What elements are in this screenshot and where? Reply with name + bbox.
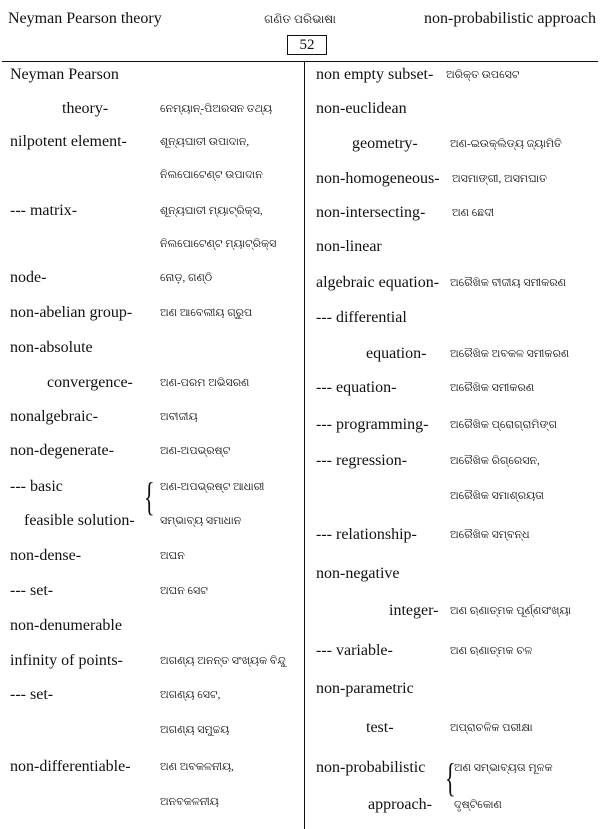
entry-term: nilpotent element- — [10, 133, 127, 150]
entry-translation: ଅଣ-ପରମ ଅଭିସରଣ — [160, 377, 250, 389]
glossary-entry — [0, 406, 300, 428]
entry-term: non-denumerable — [10, 617, 122, 634]
entry-term: --- equation- — [316, 379, 397, 396]
entry-term: --- differential — [316, 309, 407, 326]
glossary-entry — [0, 580, 300, 602]
entry-translation: ଅଣ ଋଣାତ୍ମକ ପୂର୍ଣ୍ଣସଂଖ୍ୟା — [450, 605, 572, 617]
glossary-entry — [304, 64, 600, 86]
entry-term: --- relationship- — [316, 526, 417, 543]
entry-term: node- — [10, 269, 47, 286]
glossary-entry — [304, 563, 600, 585]
glossary-entry — [304, 794, 600, 816]
entry-translation: ଅରୈଖିକ ସମୀକରଣ — [450, 382, 535, 394]
entry-term: theory- — [62, 100, 109, 117]
entry-translation: ଅରୈଖିକ ପ୍ରୋଗ୍ରାମିଙ୍ଗ — [450, 419, 558, 431]
entry-translation: ଶୂନ୍ୟଘାତୀ ଉପାଦାନ, — [160, 136, 250, 148]
entry-translation: ଅପ୍ରାଚଳିକ ପରୀକ୍ଷା — [450, 722, 533, 734]
entry-term: nonalgebraic- — [10, 408, 98, 425]
glossary-entry — [0, 164, 300, 186]
glossary-entry — [0, 267, 300, 289]
entry-translation: ନିଲପୋଟେଣ୍ଟ ମ୍ୟାଟ୍ରିକ୍ସ — [160, 238, 277, 250]
entry-translation: ନେମ୍ୟାନ୍-ପିଅରସନ ତଥ୍ୟ — [160, 103, 273, 115]
entry-term: feasible solution- — [24, 512, 135, 529]
entry-term: non-intersecting- — [316, 204, 426, 221]
entry-translation: ଅରୈଖିକ ସମ୍ବନ୍ଧ — [450, 529, 530, 541]
entry-translation: ଅନବକଳନୀୟ — [160, 796, 219, 808]
entry-term: integer- — [389, 602, 439, 619]
entry-translation: ଅଘନ — [160, 550, 185, 562]
entry-term: --- regression- — [316, 452, 408, 469]
glossary-entry — [0, 615, 300, 637]
entry-term: equation- — [366, 345, 427, 362]
glossary-entry — [0, 337, 300, 359]
entry-term: non-absolute — [10, 339, 93, 356]
glossary-entry — [304, 202, 600, 224]
brace-glyph: { — [144, 474, 155, 519]
entry-term: non-differentiable- — [10, 758, 131, 775]
glossary-entry — [304, 450, 600, 472]
entry-term: non-homogeneous- — [316, 170, 440, 187]
glossary-entry — [304, 168, 600, 190]
entry-term: non empty subset- — [316, 66, 434, 83]
entry-term: non-euclidean — [316, 100, 407, 117]
glossary-entry — [0, 64, 300, 86]
page-number: 52 — [287, 35, 327, 55]
running-head-right: non-probabilistic approach — [424, 10, 596, 27]
entry-term: non-probabilistic — [316, 759, 426, 776]
entry-translation: ଅରୈଖିକ ରିଗ୍ରେସନ, — [450, 455, 540, 467]
glossary-entry — [0, 756, 300, 778]
entry-translation: ଅଣ-ଅପଭ୍ରଷ୍ଟ — [160, 445, 231, 457]
entry-term: --- set- — [10, 582, 54, 599]
entry-translation: ଅରୈଖିକ ସମାଶ୍ରୟତା — [450, 490, 544, 502]
glossary-entry — [304, 600, 600, 622]
entry-term: test- — [366, 719, 394, 736]
entry-term: non-dense- — [10, 547, 82, 564]
entry-term: --- basic — [10, 478, 63, 495]
entry-translation: ଅରୈଖିକ ବୀଜୀୟ ସମୀକରଣ — [450, 277, 566, 289]
glossary-entry — [0, 98, 300, 120]
glossary-entry — [304, 485, 600, 507]
entry-term: convergence- — [47, 374, 133, 391]
entry-translation: ଅରୈଖିକ ଅବକଳ ସମୀକରଣ — [450, 348, 570, 360]
glossary-entry — [304, 414, 600, 436]
entry-translation: ଅଣ ଆବେଲୀୟ ଗ୍ରୁପ — [160, 307, 253, 319]
glossary-entry — [304, 343, 600, 365]
glossary-entry — [304, 272, 600, 294]
running-head-left: Neyman Pearson theory — [8, 10, 162, 27]
entry-translation: ନୋଡ଼, ଗଣ୍ଠି — [160, 272, 213, 284]
entry-translation: ଅଣ ସମ୍ଭାବ୍ୟତା ମୂଳକ — [454, 762, 553, 774]
entry-term: non-parametric — [316, 680, 414, 697]
glossary-entry — [0, 791, 300, 813]
entry-translation: ଅଣ-ଇଉକ୍ଲିଡ୍ୟ ଜ୍ୟାମିତି — [450, 138, 562, 150]
glossary-entry — [304, 640, 600, 662]
entry-term: --- variable- — [316, 642, 393, 659]
glossary-entry — [0, 545, 300, 567]
entry-term: approach- — [368, 796, 432, 813]
entry-translation: ଅଗଣ୍ୟ ସେଟ, — [160, 689, 221, 701]
glossary-entry — [304, 133, 600, 155]
glossary-entry — [0, 372, 300, 394]
entry-translation: ଶୂନ୍ୟଘାତୀ ମ୍ୟାଟ୍ରିକ୍ସ, — [160, 205, 263, 217]
glossary-entry — [0, 131, 300, 153]
entry-translation: ଅଣ ଋଣାତ୍ମକ ଚଳ — [450, 645, 533, 657]
glossary-entry — [0, 510, 300, 532]
entry-term: --- matrix- — [10, 202, 78, 219]
entry-term: --- set- — [10, 686, 54, 703]
entry-term: infinity of points- — [10, 652, 123, 669]
glossary-entry — [304, 307, 600, 329]
entry-term: --- programming- — [316, 416, 429, 433]
entry-translation: ଅସମାଙ୍ଗୀ, ଅସମଘାତ — [452, 173, 547, 185]
entry-translation: ଅଣ ଛେଦୀ — [452, 207, 495, 219]
page-header — [0, 0, 600, 60]
entry-translation: ଅଗଣ୍ୟ ଅନନ୍ତ ସଂଖ୍ୟକ ବିନ୍ଦୁ — [160, 655, 286, 667]
glossary-entry — [304, 98, 600, 120]
glossary-entry — [304, 524, 600, 546]
glossary-entry — [0, 650, 300, 672]
entry-translation: ସମ୍ଭାବ୍ୟ ସମାଧାନ — [160, 515, 242, 527]
glossary-entry — [0, 440, 300, 462]
glossary-entry — [304, 678, 600, 700]
glossary-entry — [0, 200, 300, 222]
glossary-entry — [304, 377, 600, 399]
glossary-entry — [0, 233, 300, 255]
header-rule — [2, 61, 598, 62]
entry-translation: ଅଣ ଅବକଳନୀୟ, — [160, 761, 234, 773]
entry-translation: ନିଲପୋଟେଣ୍ଟ ଉପାଦାନ — [160, 169, 263, 181]
glossary-entry — [0, 719, 300, 741]
glossary-entry — [0, 302, 300, 324]
entry-term: Neyman Pearson — [10, 66, 119, 83]
brace-glyph: { — [445, 755, 456, 800]
book-title: ଗଣିତ ପରିଭାଷା — [264, 12, 336, 26]
entry-translation: ଦୃଷ୍ଟିକୋଣ — [454, 799, 502, 811]
entry-translation: ଅବୀଜୀୟ — [160, 411, 198, 423]
entry-term: non-negative — [316, 565, 400, 582]
entry-term: non-linear — [316, 238, 382, 255]
entry-translation: ଅଗଣ୍ୟ ସମୁଚ୍ଚୟ — [160, 724, 230, 736]
entry-translation: ଅରିକ୍ତ ଉପସେଟ — [446, 69, 520, 81]
glossary-entry — [304, 236, 600, 258]
entry-term: non-degenerate- — [10, 442, 114, 459]
glossary-entry — [304, 717, 600, 739]
entry-term: geometry- — [352, 135, 418, 152]
entry-term: non-abelian group- — [10, 304, 133, 321]
entry-translation: ଅଣ-ଅପଭ୍ରଷ୍ଟ ଆଧାରୀ — [160, 481, 265, 493]
glossary-entry — [0, 684, 300, 706]
entry-term: algebraic equation- — [316, 274, 440, 291]
entry-translation: ଅଘନ ସେଟ — [160, 585, 208, 597]
